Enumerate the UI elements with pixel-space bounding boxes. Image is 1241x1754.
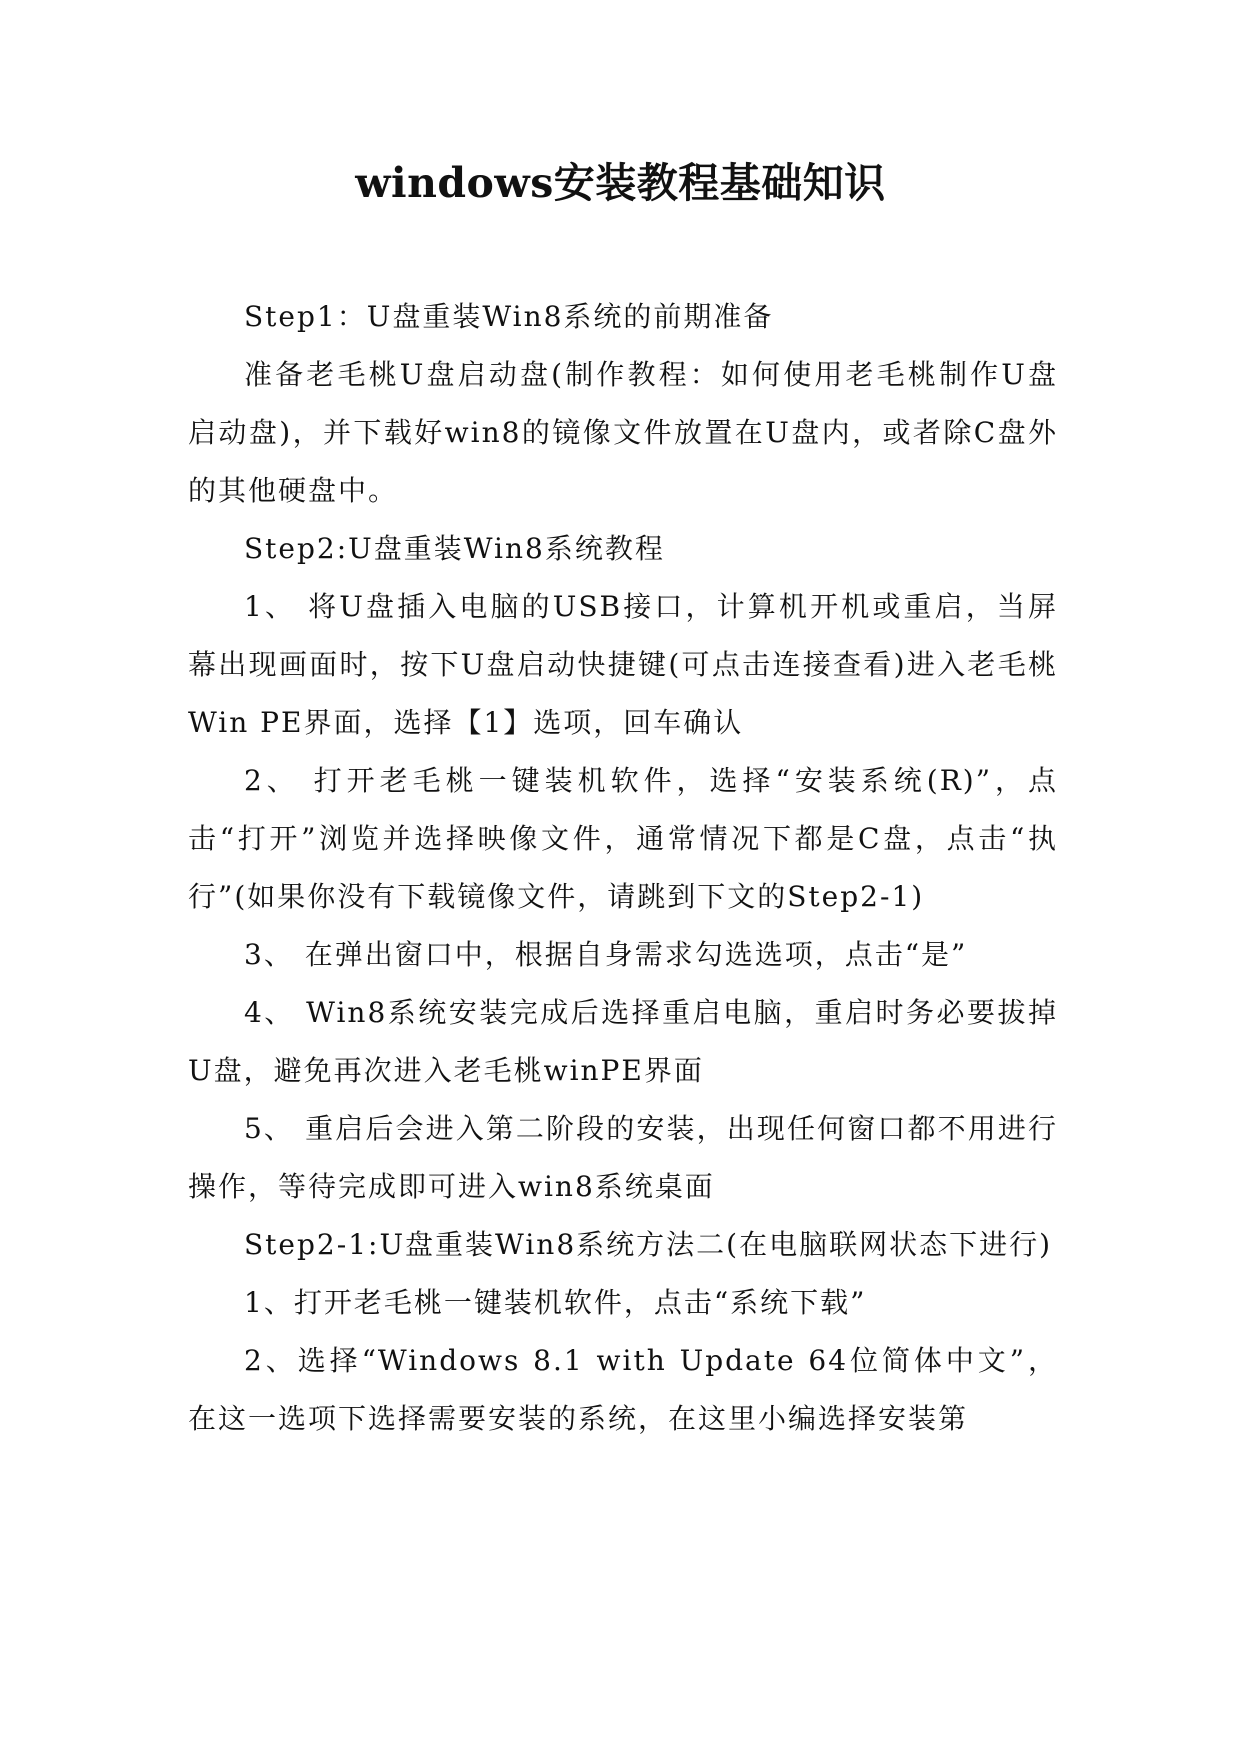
paragraph-step2-item-5: 5、 重启后会进入第二阶段的安装，出现任何窗口都不用进行操作，等待完成即可进入win8系统桌面 bbox=[188, 1112, 1058, 1203]
paragraph-step2-item-4: 4、 Win8系统安装完成后选择重启电脑，重启时务必要拔掉U盘，避免再次进入老毛桃winPE界面 bbox=[188, 996, 1058, 1087]
paragraph-step2-1-heading: Step2-1:U盘重装Win8系统方法二(在电脑联网状态下进行) bbox=[244, 1228, 1052, 1261]
paragraph-step2-1-item-1: 1、打开老毛桃一键装机软件，点击“系统下载” bbox=[244, 1286, 867, 1319]
document-body bbox=[188, 288, 1058, 1448]
paragraph-step1-prepare: 准备老毛桃U盘启动盘(制作教程：如何使用老毛桃制作U盘启动盘)，并下载好win8的镜像文件放置在U盘内，或者除C盘外的其他硬盘中。 bbox=[188, 358, 1058, 507]
paragraph-step1-heading: Step1：U盘重装Win8系统的前期准备 bbox=[244, 300, 774, 333]
paragraph-step2-item-3: 3、 在弹出窗口中，根据自身需求勾选选项，点击“是” bbox=[244, 938, 968, 971]
paragraph-step2-1-item-2: 2、选择“Windows 8.1 with Update 64位简体中文”，在这一选项下选择需要安装的系统，在这里小编选择安装第 bbox=[188, 1344, 1058, 1435]
paragraph-step2-heading: Step2:U盘重装Win8系统教程 bbox=[244, 532, 665, 565]
paragraph-step2-item-2: 2、 打开老毛桃一键装机软件，选择“安装系统(R)”，点击“打开”浏览并选择映像文件，通常情况下都是C盘，点击“执行”(如果你没有下载镜像文件，请跳到下文的Step2-1) bbox=[188, 764, 1058, 913]
document-title: windows安装教程基础知识 bbox=[355, 159, 886, 207]
paragraph-step2-item-1: 1、 将U盘插入电脑的USB接口，计算机开机或重启，当屏幕出现画面时，按下U盘启动快捷键(可点击连接查看)进入老毛桃Win PE界面，选择【1】选项，回车确认 bbox=[188, 590, 1058, 739]
